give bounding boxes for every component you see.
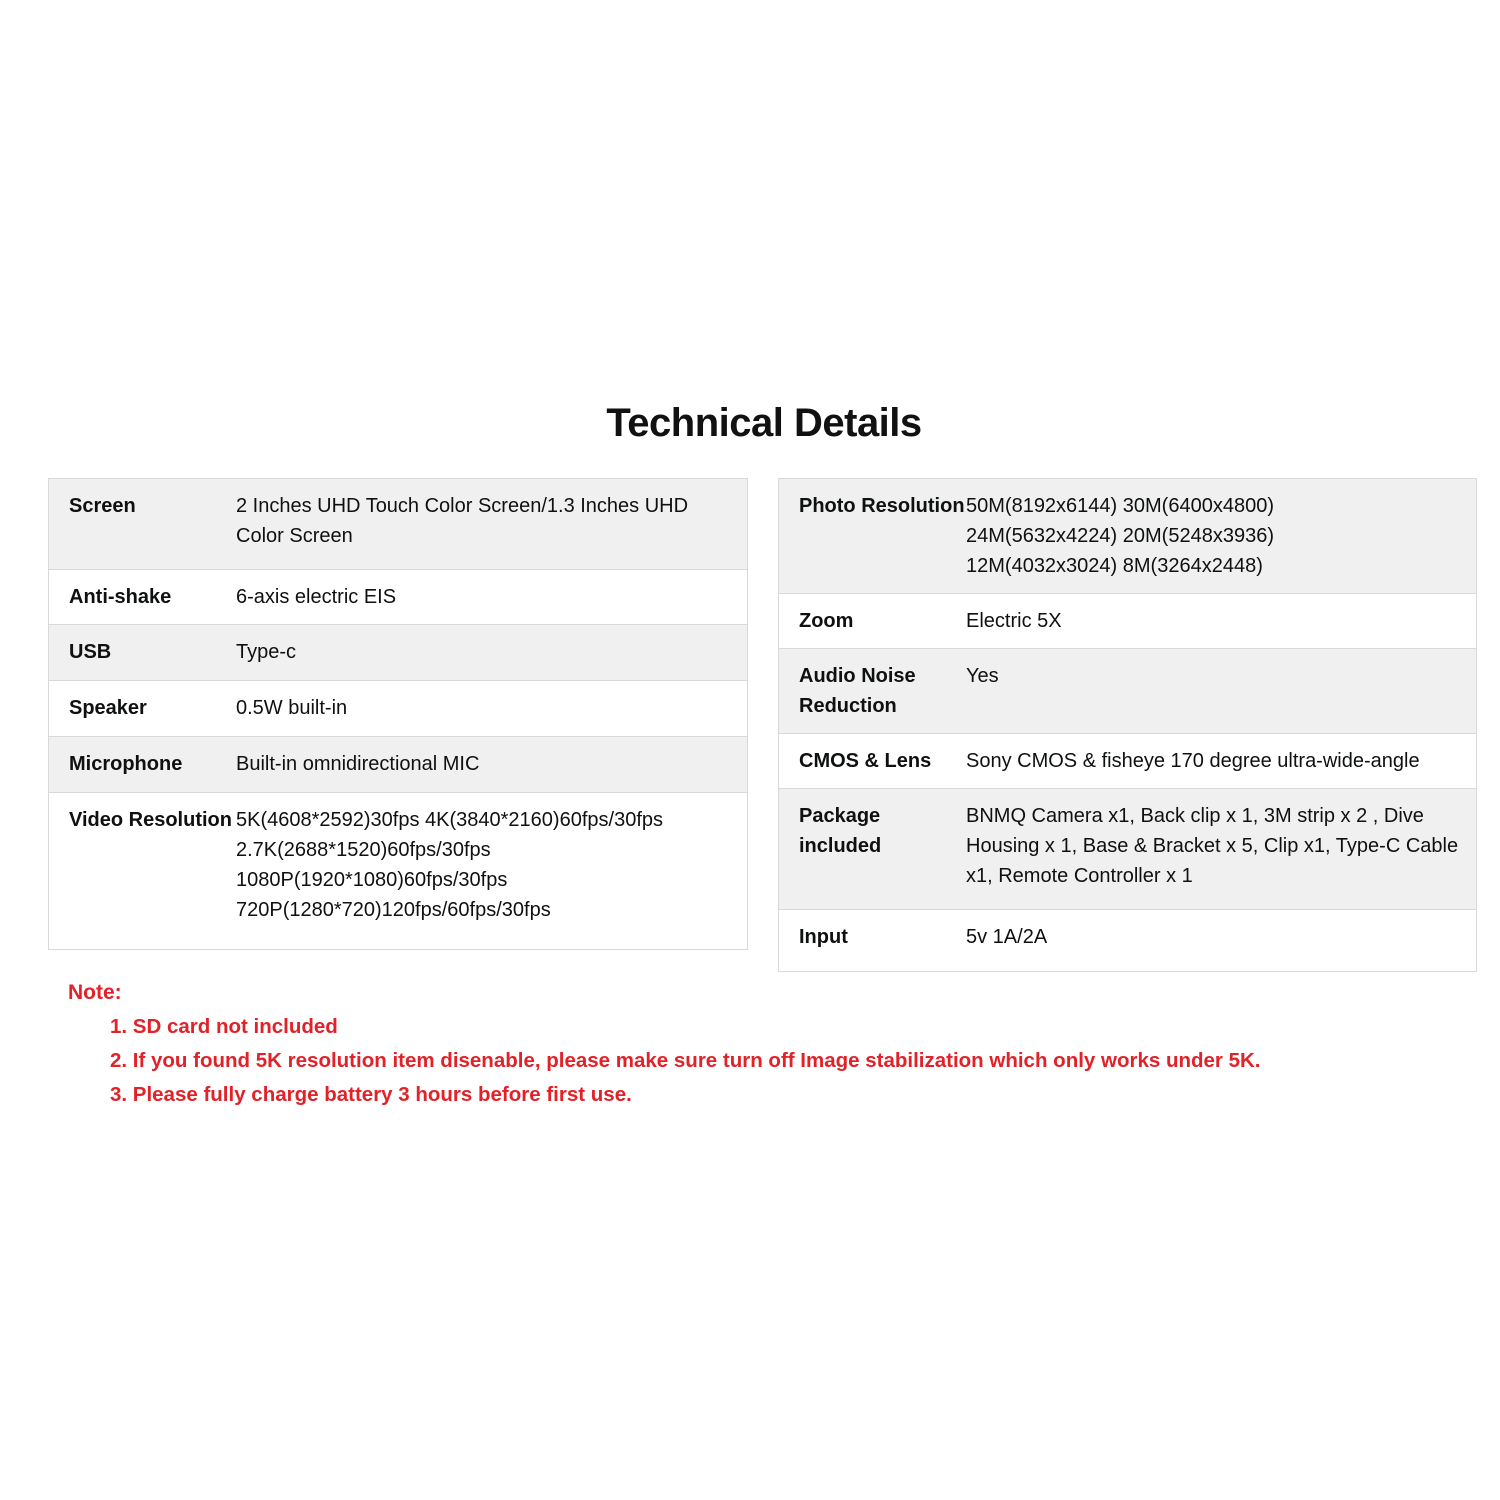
spec-row-photo-resolution <box>779 479 1476 593</box>
spec-label: Photo Resolution <box>799 495 965 517</box>
spec-value-line: 2.7K(2688*1520)60fps/30fps <box>236 839 491 861</box>
spec-label: Video Resolution <box>69 809 232 831</box>
spec-label: USB <box>69 641 112 663</box>
spec-table-left <box>48 478 748 950</box>
spec-row-screen <box>49 479 747 569</box>
spec-value-line: 1080P(1920*1080)60fps/30fps <box>236 869 508 891</box>
note-item-1: 1. SD card not included <box>110 1015 338 1038</box>
spec-label: Screen <box>69 495 136 517</box>
spec-value <box>966 491 1464 581</box>
spec-row-speaker <box>49 680 747 736</box>
spec-row-microphone <box>49 736 747 792</box>
note-item-3: 3. Please fully charge battery 3 hours before first use. <box>110 1083 632 1106</box>
page-title: Technical Details <box>606 401 922 445</box>
spec-value: Built-in omnidirectional MIC <box>236 753 480 775</box>
spec-value-line: 50M(8192x6144) 30M(6400x4800) <box>966 495 1274 517</box>
spec-label: Input <box>799 926 848 948</box>
spec-value: Electric 5X <box>966 610 1062 632</box>
spec-value: 0.5W built-in <box>236 697 348 719</box>
spec-label: Anti-shake <box>69 586 172 608</box>
spec-value-line: 24M(5632x4224) 20M(5248x3936) <box>966 525 1274 547</box>
spec-value: 5v 1A/2A <box>966 926 1048 948</box>
spec-label: Speaker <box>69 697 147 719</box>
spec-value: Type-c <box>236 641 297 663</box>
spec-row-video-resolution <box>49 792 747 949</box>
spec-value <box>236 805 735 925</box>
spec-row-cmos-lens <box>779 733 1476 788</box>
spec-value: BNMQ Camera x1, Back clip x 1, 3M strip x 2 , Dive Housing x 1, Base & Bracket x 5, Clip x1, Type-C Cable x1, Remote Controller x 1 <box>966 805 1459 887</box>
note-heading: Note: <box>68 981 122 1004</box>
spec-value: Sony CMOS & fisheye 170 degree ultra-wide-angle <box>966 750 1420 772</box>
spec-row-audio-noise-reduction <box>779 648 1476 733</box>
spec-value-line: 5K(4608*2592)30fps 4K(3840*2160)60fps/30fps <box>236 809 663 831</box>
spec-row-package-included <box>779 788 1476 909</box>
note-section <box>68 976 1460 1112</box>
spec-row-usb <box>49 624 747 680</box>
spec-value: 2 Inches UHD Touch Color Screen/1.3 Inches UHD Color Screen <box>236 495 689 547</box>
spec-value-line: 720P(1280*720)120fps/60fps/30fps <box>236 899 551 921</box>
note-items <box>110 1010 1460 1112</box>
spec-label: CMOS & Lens <box>799 750 932 772</box>
spec-label: Package included <box>799 805 882 857</box>
note-item-2: 2. If you found 5K resolution item disenable, please make sure turn off Image stabilization which only works under 5K. <box>110 1049 1261 1072</box>
spec-tables <box>48 478 1477 972</box>
spec-value: 6-axis electric EIS <box>236 586 397 608</box>
spec-row-anti-shake <box>49 569 747 624</box>
spec-row-zoom <box>779 593 1476 648</box>
spec-label: Zoom <box>799 610 854 632</box>
spec-label: Microphone <box>69 753 183 775</box>
spec-value-line: 12M(4032x3024) 8M(3264x2448) <box>966 555 1263 577</box>
spec-value: Yes <box>966 665 999 687</box>
spec-row-input <box>779 909 1476 971</box>
spec-table-right <box>778 478 1477 972</box>
spec-label: Audio Noise Reduction <box>799 665 916 717</box>
